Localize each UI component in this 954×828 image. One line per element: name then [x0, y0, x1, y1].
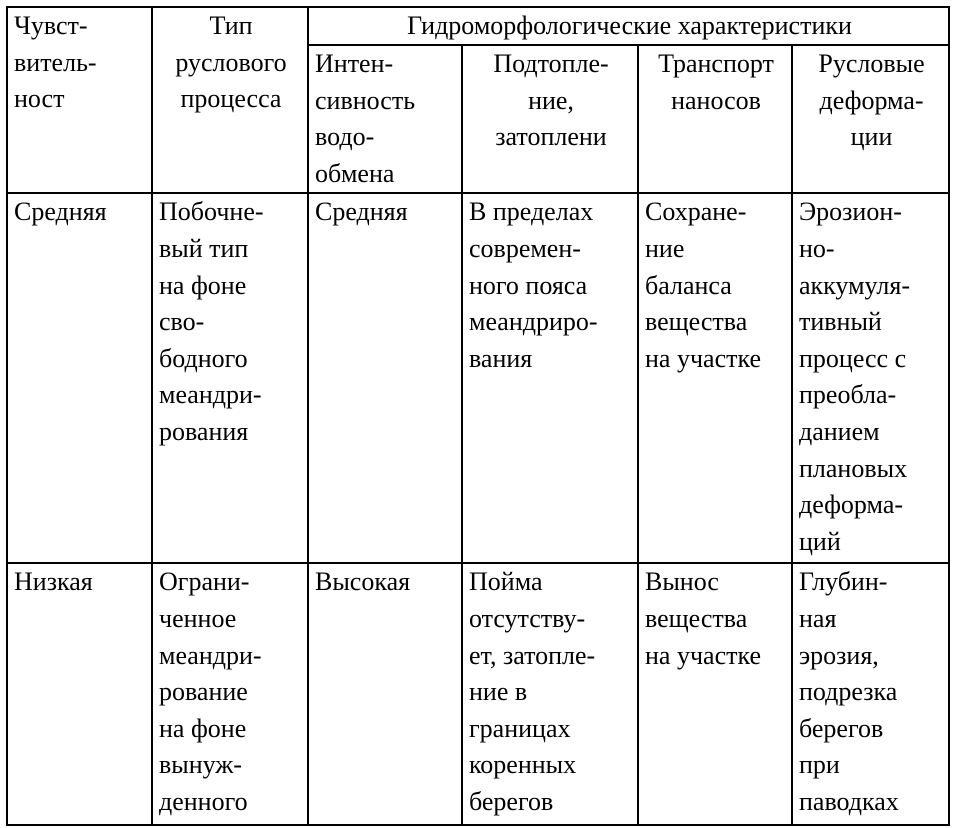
cell-transport — [638, 563, 792, 825]
cell-transport-text: Вынос вещества на участке — [645, 567, 761, 670]
header-flooding-text: Подтопле- ние, затоплени — [493, 49, 609, 152]
cell-intensity-text: Высокая — [315, 567, 411, 597]
cell-intensity-text: Средняя — [315, 197, 408, 227]
header-transport-text: Транспорт наносов — [658, 49, 774, 115]
cell-intensity — [308, 563, 462, 825]
cell-process-type-text: Ограни- ченное меандри- рование на фоне вынуж- денного — [159, 567, 262, 816]
cell-transport-text: Сохране- ние баланса вещества на участке — [645, 197, 761, 373]
header-intensity — [308, 45, 462, 193]
cell-deformations — [792, 193, 949, 563]
cell-transport — [638, 193, 792, 563]
cell-sensitivity — [7, 193, 152, 563]
header-transport — [638, 45, 792, 193]
header-process-type-text: Тип руслового процесса — [175, 11, 287, 114]
header-intensity-text: Интен- сивность водо- обмена — [315, 49, 416, 188]
cell-sensitivity — [7, 563, 152, 825]
cell-process-type — [152, 193, 308, 563]
cell-deformations-text: Глубин- ная эрозия, подрезка берегов при паводках — [799, 567, 899, 816]
cell-intensity — [308, 193, 462, 563]
cell-flooding-text: Пойма отсутству- ет, затопле- ние в границах коренных берегов — [469, 567, 596, 816]
header-sensitivity — [7, 7, 152, 193]
header-hydromorphological-group — [308, 7, 949, 45]
cell-deformations — [792, 563, 949, 825]
cell-process-type — [152, 563, 308, 825]
header-row-top — [7, 7, 949, 45]
table-row — [7, 563, 949, 825]
cell-process-type-text: Побочне- вый тип на фоне сво- бодного меандри- рования — [159, 197, 264, 446]
cell-deformations-text: Эрозион- но- аккумуля- тивный процесс с преобла- данием плановых деформа- ций — [799, 197, 910, 556]
cell-flooding — [462, 563, 638, 825]
header-deformations — [792, 45, 949, 193]
cell-sensitivity-text: Средняя — [14, 197, 107, 227]
cell-flooding — [462, 193, 638, 563]
hydromorphology-table — [6, 6, 950, 826]
cell-flooding-text: В пределах современ- ного пояса меандриро- вания — [469, 197, 598, 373]
header-sensitivity-text: Чувст- витель- ност — [14, 11, 97, 114]
header-deformations-text: Русловые деформа- ции — [818, 49, 925, 152]
header-group-text: Гидроморфологические характеристики — [407, 11, 852, 40]
header-flooding — [462, 45, 638, 193]
table-row — [7, 193, 949, 563]
header-process-type — [152, 7, 308, 193]
cell-sensitivity-text: Низкая — [14, 567, 93, 597]
